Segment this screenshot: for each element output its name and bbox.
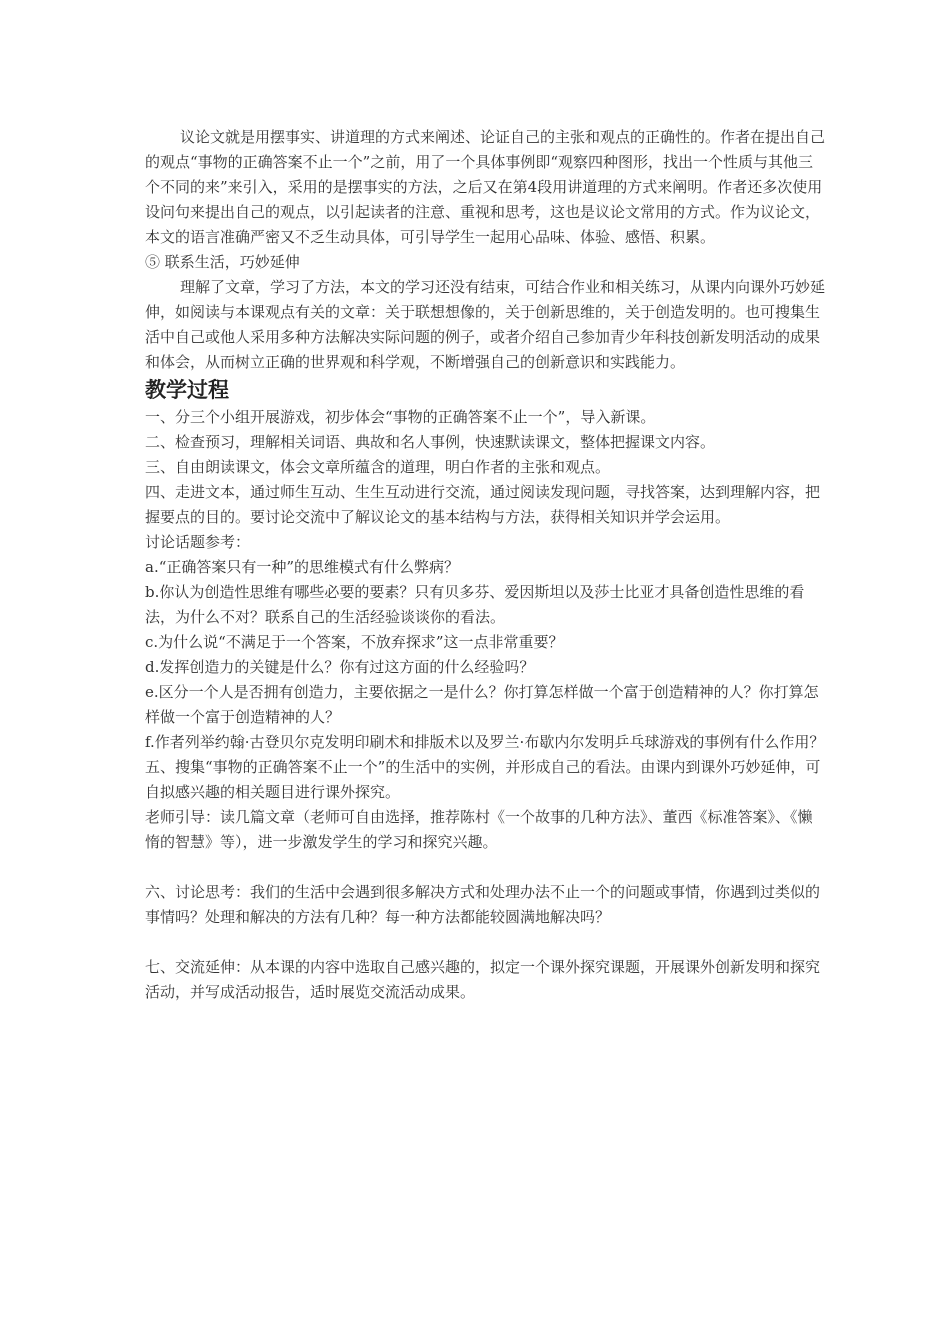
- section-title-extension: ⑤ 联系生活，巧妙延伸: [145, 253, 300, 271]
- teacher-guide: 老师引导：读几篇文章（老师可自由选择，推荐陈村《一个故事的几种方法》、董西《标准答案》、《懒惰的智慧》等），进一步激发学生的学习和探究兴趣。: [145, 808, 813, 851]
- step-1: 一、分三个小组开展游戏，初步体会“事物的正确答案不止一个”，导入新课。: [145, 408, 656, 426]
- question-b: b.你认为创造性思维有哪些必要的要素？只有贝多芬、爱因斯坦以及莎士比亚才具备创造性思维的看法，为什么不对？联系自己的生活经验谈谈你的看法。: [145, 583, 805, 626]
- document-body: [145, 125, 825, 1005]
- step-6: 六、讨论思考：我们的生活中会遇到很多解决方式和处理办法不止一个的问题或事情，你遇到过类似的事情吗？处理和解决的方法有几种？每一种方法都能较圆满地解决吗？: [145, 883, 821, 926]
- question-f: f.作者列举约翰·古登贝尔克发明印刷术和排版术以及罗兰·布歇内尔发明乒乓球游戏的事例有什么作用？: [145, 733, 825, 751]
- paragraph-argument: 议论文就是用摆事实、讲道理的方式来阐述、论证自己的主张和观点的正确性的。作者在提出自己的观点“事物的正确答案不止一个”之前，用了一个具体事例即“观察四种图形，找出一个性质与其他三个不同的来”来引入，采用的是摆事实的方法，之后又在第4段用讲道理的方式来阐明。作者还多次使用设问句来提出自己的观点，以引起读者的注意、重视和思考，这也是议论文常用的方式。作为议论文，本文的语言准确严密又不乏生动具体，可引导学生一起用心品味、体验、感悟、积累。: [145, 128, 826, 246]
- step-3: 三、自由朗读课文，体会文章所蕴含的道理，明白作者的主张和观点。: [145, 458, 611, 476]
- step-7: 七、交流延伸：从本课的内容中选取自己感兴趣的，拟定一个课外探究课题，开展课外创新发明和探究活动，并写成活动报告，适时展览交流活动成果。: [145, 958, 821, 1001]
- topics-label: 讨论话题参考：: [145, 533, 251, 551]
- spacer: [145, 855, 825, 880]
- question-e: e.区分一个人是否拥有创造力，主要依据之一是什么？你打算怎样做一个富于创造精神的人？你打算怎样做一个富于创造精神的人？: [145, 683, 819, 726]
- step-5: 五、搜集“事物的正确答案不止一个”的生活中的实例，并形成自己的看法。由课内到课外巧妙延伸，可自拟感兴趣的相关题目进行课外探究。: [145, 758, 821, 801]
- heading-teaching-process: 教学过程: [145, 378, 229, 402]
- question-c: c.为什么说“不满足于一个答案，不放弃探求”这一点非常重要？: [145, 633, 564, 651]
- step-4: 四、走进文本，通过师生互动、生生互动进行交流，通过阅读发现问题，寻找答案，达到理解内容，把握要点的目的。要讨论交流中了解议论文的基本结构与方法，获得相关知识并学会运用。: [145, 483, 821, 526]
- question-a: a.“正确答案只有一种”的思维模式有什么弊病？: [145, 558, 460, 576]
- step-2: 二、检查预习，理解相关词语、典故和名人事例，快速默读课文，整体把握课文内容。: [145, 433, 716, 451]
- question-d: d.发挥创造力的关键是什么？你有过这方面的什么经验吗？: [145, 658, 535, 676]
- paragraph-extension: 理解了文章，学习了方法，本文的学习还没有结束，可结合作业和相关练习，从课内向课外巧妙延伸，如阅读与本课观点有关的文章：关于联想想像的，关于创新思维的，关于创造发明的。也可搜集生活中自己或他人采用多种方法解决实际问题的例子，或者介绍自己参加青少年科技创新发明活动的成果和体会，从而树立正确的世界观和科学观，不断增强自己的创新意识和实践能力。: [145, 278, 826, 371]
- spacer: [145, 930, 825, 955]
